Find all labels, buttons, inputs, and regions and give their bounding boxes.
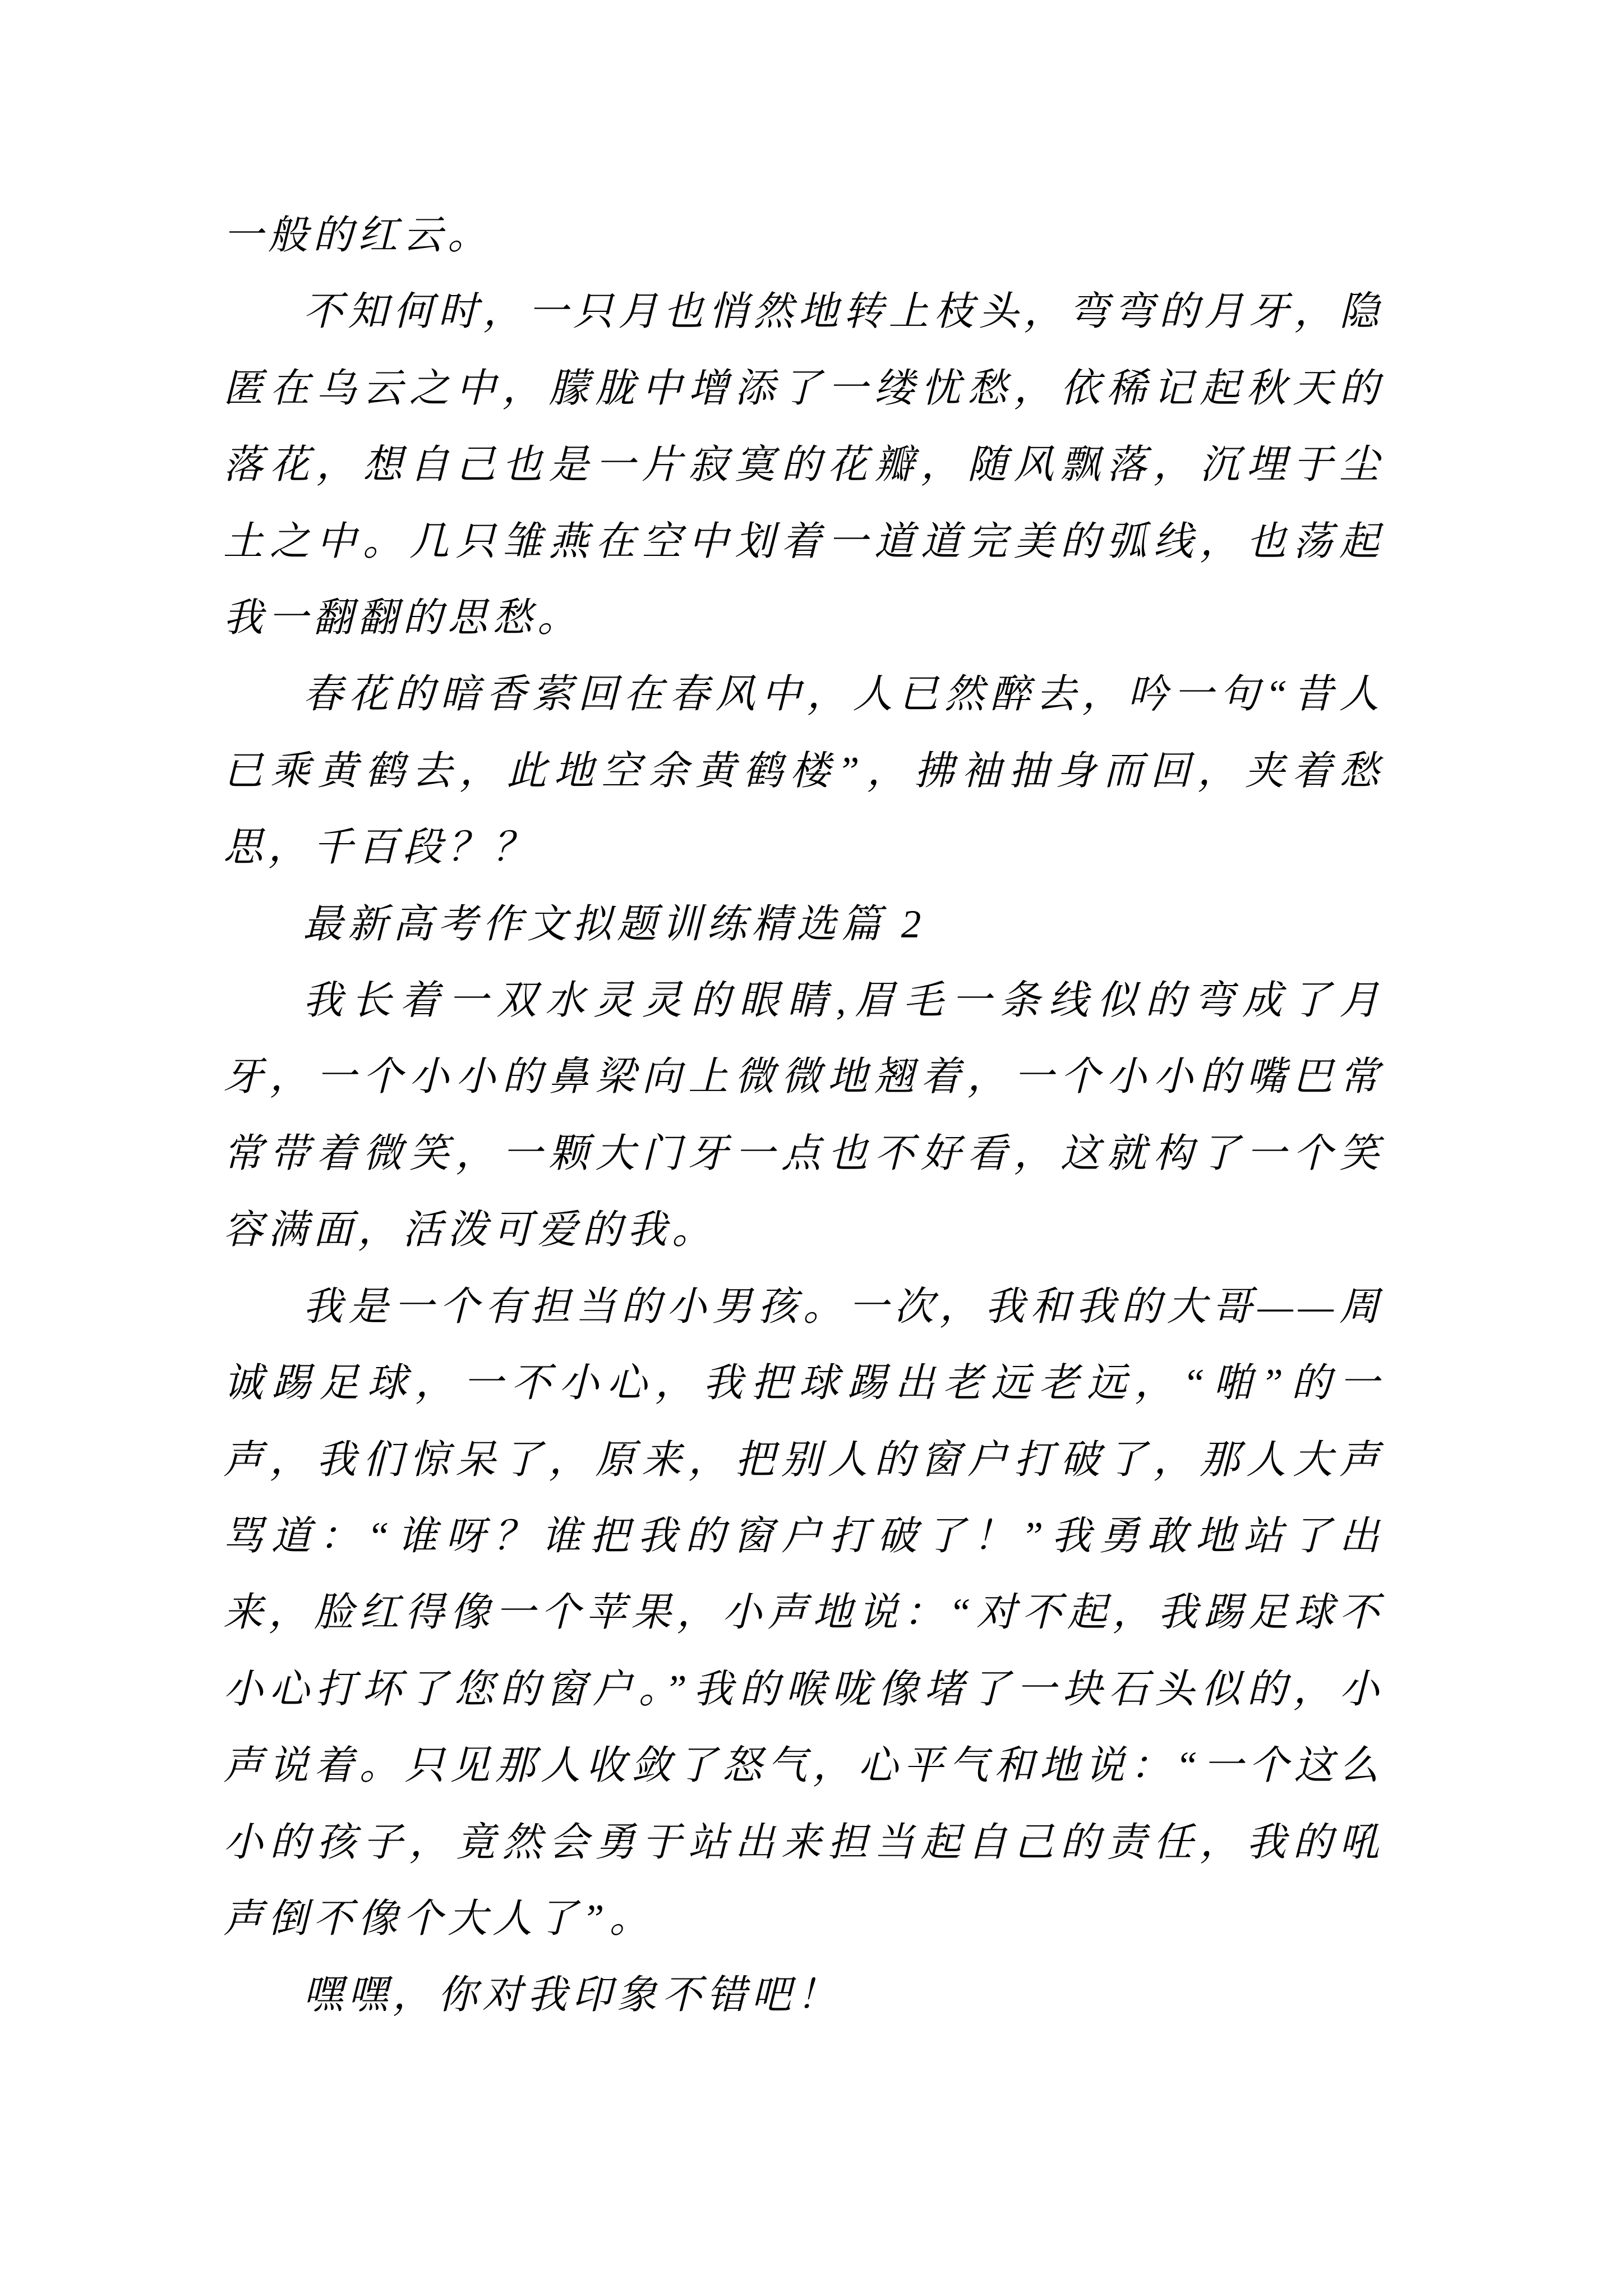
paragraph-continuation: 一般的红云。 [223, 214, 493, 257]
paragraph-spring-fragrance: 春花的暗香萦回在春风中，人已然醉去，吟一句“昔人已乘黄鹤去，此地空余黄鹤楼”，拂袖抽身而回，夹着愁思，千百段？？ [223, 673, 1384, 870]
paragraph-moon-and-swallows: 不知何时，一只月也悄然地转上枝头，弯弯的月牙，隐匿在乌云之中，朦胧中增添了一缕忧愁，依稀记起秋天的落花，想自己也是一片寂寞的花瓣，随风飘落，沉埋于尘土之中。几只雏燕在空中划着一道道完美的弧线，也荡起我一翻翻的思愁。 [223, 290, 1384, 641]
section-heading: 最新高考作文拟题训练精选篇 2 [303, 902, 926, 946]
paragraph-football-story: 我是一个有担当的小男孩。一次，我和我的大哥——周诚踢足球，一不小心，我把球踢出老远老远，“啪”的一声，我们惊呆了，原来，把别人的窗户打破了，那人大声骂道：“谁呀？谁把我的窗户打破了！”我勇敢地站了出来，脸红得像一个苹果，小声地说：“对不起，我踢足球不小心打坏了您的窗户。”我的喉咙像堵了一块石头似的，小声说着。只见那人收敛了怒气，心平气和地说：“一个这么小的孩子，竟然会勇于站出来担当起自己的责任，我的吼声倒不像个大人了”。 [223, 1285, 1384, 1941]
paragraph-self-description: 我长着一双水灵灵的眼睛,眉毛一条线似的弯成了月牙，一个小小的鼻梁向上微微地翘着，一个小小的嘴巴常常带着微笑，一颗大门牙一点也不好看，这就构了一个笑容满面，活泼可爱的我。 [223, 979, 1384, 1253]
paragraph-closing-remark: 嘿嘿，你对我印象不错吧！ [303, 1973, 842, 2018]
